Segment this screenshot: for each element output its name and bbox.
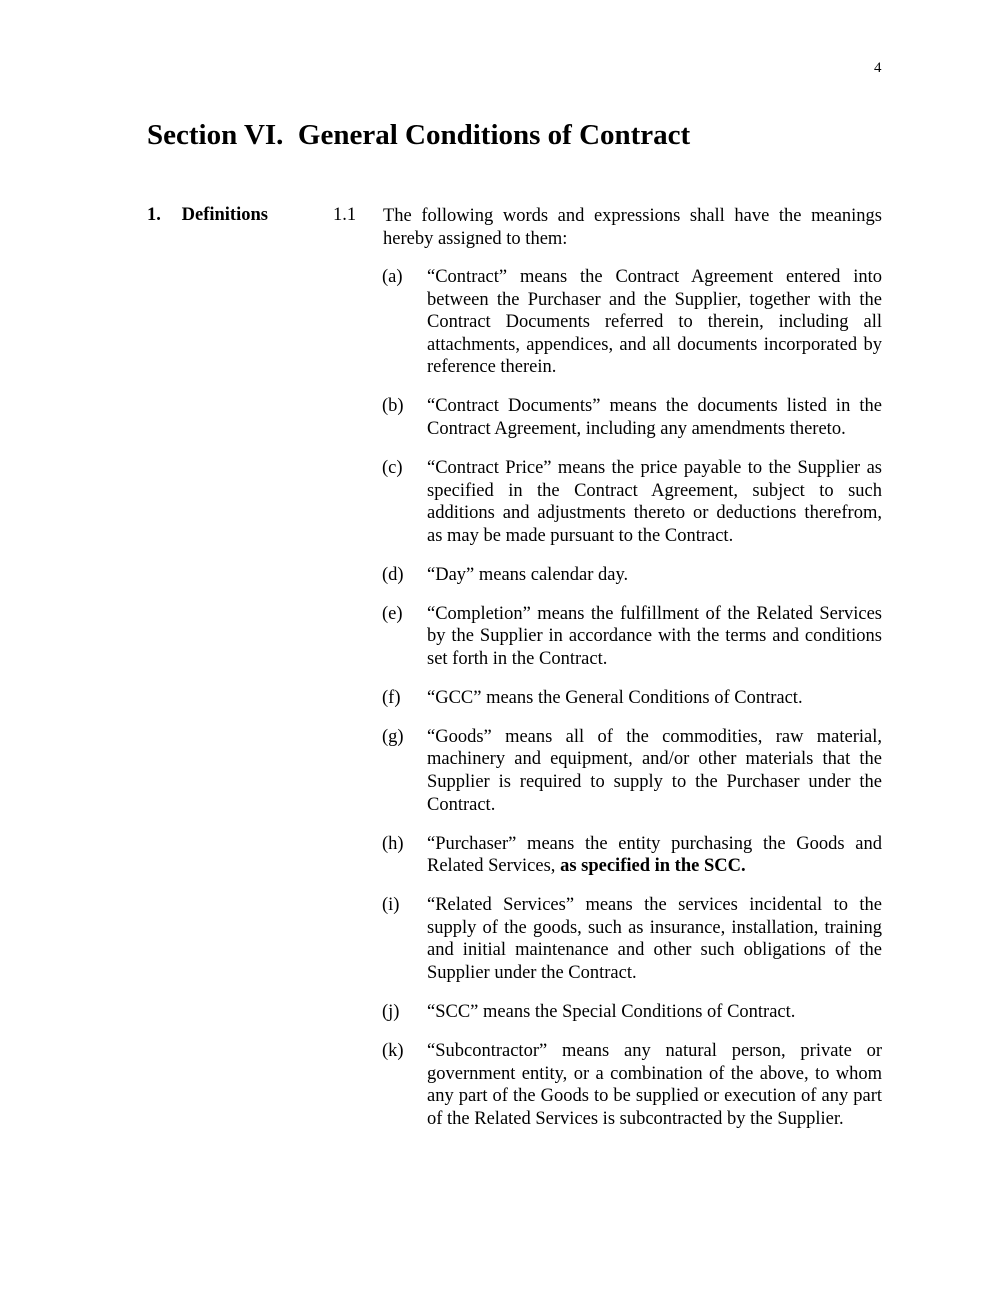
definition-text: “Contract Documents” means the documents listed in the Contract Agreement, including any amendments thereto. [427,396,882,439]
definition-item [382,266,882,379]
definition-marker: (g) [382,726,404,747]
definition-item [382,894,882,984]
sub-clause-number: 1.1 [333,205,357,225]
definition-item [382,726,882,816]
page-number: 4 [874,60,882,76]
definition-emphasis: as specified in the SCC. [560,856,746,877]
definition-marker: (k) [382,1040,404,1061]
definitions-list [382,266,882,1147]
sub-clause-intro: The following words and expressions shall have the meanings hereby assigned to them: [383,206,882,249]
section-title: Section VI. General Conditions of Contract [147,119,691,151]
definition-marker: (c) [382,457,403,478]
definition-item [382,1001,882,1024]
definition-item [382,395,882,440]
clause-title: Definitions [181,205,268,225]
definition-marker: (b) [382,396,404,417]
definition-item [382,603,882,671]
definition-text: “SCC” means the Special Conditions of Contract. [427,1001,796,1022]
definition-item [382,833,882,878]
definition-item [382,1040,882,1130]
definition-text: “Related Services” means the services incidental to the supply of the goods, such as insurance, installation, training and initial maintenance and other such obligations of the Supplier under the Contract. [427,895,882,983]
definition-text: “Day” means calendar day. [427,564,629,585]
definition-marker: (f) [382,687,401,708]
definition-item [382,564,882,587]
definition-marker: (i) [382,895,400,916]
definition-text: “Completion” means the fulfillment of the Related Services by the Supplier in accordance with the terms and conditions set forth in the Contract. [427,603,882,669]
definition-text: “Goods” means all of the commodities, raw material, machinery and equipment, and/or other materials that the Supplier is required to supply to the Purchaser under the Contract. [427,726,882,815]
definition-item [382,457,882,547]
definition-marker: (a) [382,267,403,287]
definition-item [382,687,882,710]
definition-text: “Contract” means the Contract Agreement entered into between the Purchaser and the Supplier, together with the Contract Documents referred to therein, including all attachments, appendices, and all documents incorporated by reference therein. [427,267,882,378]
definition-marker: (d) [382,564,404,585]
definition-text: “Subcontractor” means any natural person, private or government entity, or a combination of the above, to whom any part of the Goods to be supplied or execution of any part of the Related Services is subcontracted by the Supplier. [427,1040,882,1129]
definition-marker: (j) [382,1001,400,1022]
clause-number: 1. [147,205,161,225]
definition-marker: (h) [382,833,404,854]
definition-text: “Purchaser” means the entity purchasing the Goods and Related Services, [427,833,882,877]
definition-marker: (e) [382,603,403,624]
clause-heading [147,205,268,226]
definition-text: “Contract Price” means the price payable to the Supplier as specified in the Contract Agreement, subject to such additions and adjustments thereto or deductions therefrom, as may be made pursuant to the Contract. [427,457,882,546]
definition-text: “GCC” means the General Conditions of Contract. [427,687,803,708]
